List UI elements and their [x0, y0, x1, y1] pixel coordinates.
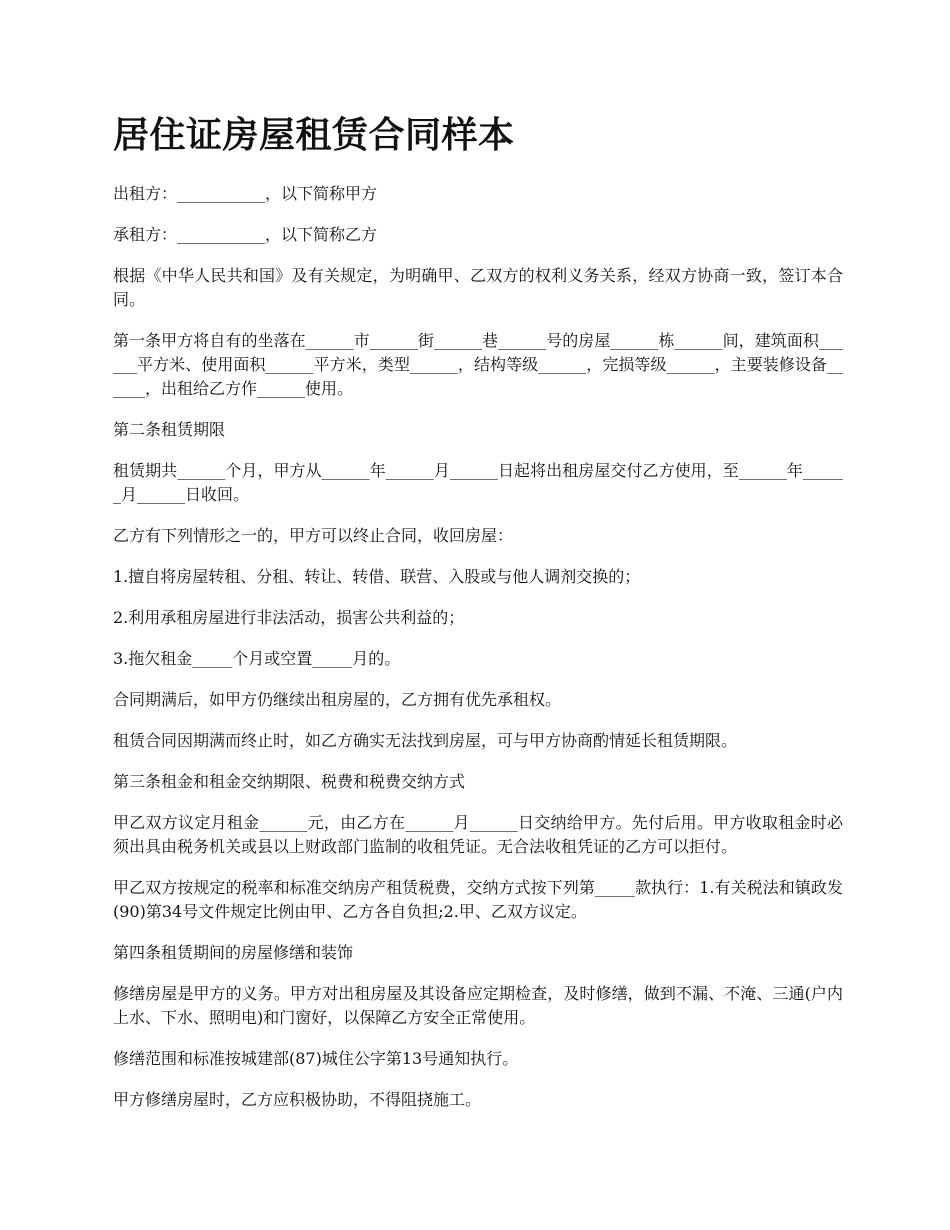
- document-page: [113, 112, 843, 1129]
- preamble-paragraph: 根据《中华人民共和国》及有关规定，为明确甲、乙双方的权利义务关系，经双方协商一致，签订本合同。: [113, 266, 843, 309]
- repair-cooperation-paragraph: 甲方修缮房屋时，乙方应积极协助，不得阻挠施工。: [113, 1090, 482, 1109]
- term-extension-paragraph: 租赁合同因期满而终止时，如乙方确实无法找到房屋，可与甲方协商酌情延长租赁期限。: [113, 731, 738, 750]
- article-2-heading: 第二条租赁期限: [113, 420, 226, 439]
- document-title: 居住证房屋租赁合同样本: [113, 115, 515, 156]
- lease-term-paragraph: 租赁期共______个月，甲方从______年______月______日起将出租房屋交付乙方使用，至______年______月______日收回。: [113, 461, 843, 504]
- termination-item-2: 2.利用承租房屋进行非法活动，损害公共利益的；: [113, 608, 465, 627]
- repair-duty-paragraph: 修缮房屋是甲方的义务。甲方对出租房屋及其设备应定期检查，及时修缮，做到不漏、不淹、三通(户内上水、下水、照明电)和门窗好，以保障乙方安全正常使用。: [113, 984, 843, 1027]
- party-lessee-line: 承租方：___________，以下简称乙方: [113, 225, 378, 244]
- termination-item-3: 3.拖欠租金_____个月或空置_____月的。: [113, 649, 401, 668]
- party-lessor-line: 出租方：___________，以下简称甲方: [113, 184, 378, 203]
- article-1-paragraph: 第一条甲方将自有的坐落在______市______街______巷______号的房屋______栋______间，建筑面积______平方米、使用面积______平方米，类型______，结构等级______，完损等级______，主要装修设备______，出租给乙方作______使用。: [113, 331, 843, 398]
- article-3-heading: 第三条租金和租金交纳期限、税费和税费交纳方式: [113, 772, 466, 791]
- termination-intro-paragraph: 乙方有下列情形之一的，甲方可以终止合同，收回房屋：: [113, 526, 514, 545]
- tax-payment-paragraph: 甲乙双方按规定的税率和标准交纳房产租赁税费，交纳方式按下列第_____款执行：1.有关税法和镇政发(90)第34号文件规定比例由甲、乙方各自负担;2.甲、乙双方议定。: [113, 878, 843, 921]
- rent-payment-paragraph: 甲乙双方议定月租金______元，由乙方在______月______日交纳给甲方。先付后用。甲方收取租金时必须出具由税务机关或县以上财政部门监制的收租凭证。无合法收租凭证的乙方可以拒付。: [113, 813, 843, 856]
- termination-item-1: 1.擅自将房屋转租、分租、转让、转借、联营、入股或与他人调剂交换的；: [113, 567, 641, 586]
- article-4-heading: 第四条租赁期间的房屋修缮和装饰: [113, 943, 354, 962]
- repair-standard-paragraph: 修缮范围和标准按城建部(87)城住公字第13号通知执行。: [113, 1049, 519, 1068]
- renewal-priority-paragraph: 合同期满后，如甲方仍继续出租房屋的，乙方拥有优先承租权。: [113, 690, 562, 709]
